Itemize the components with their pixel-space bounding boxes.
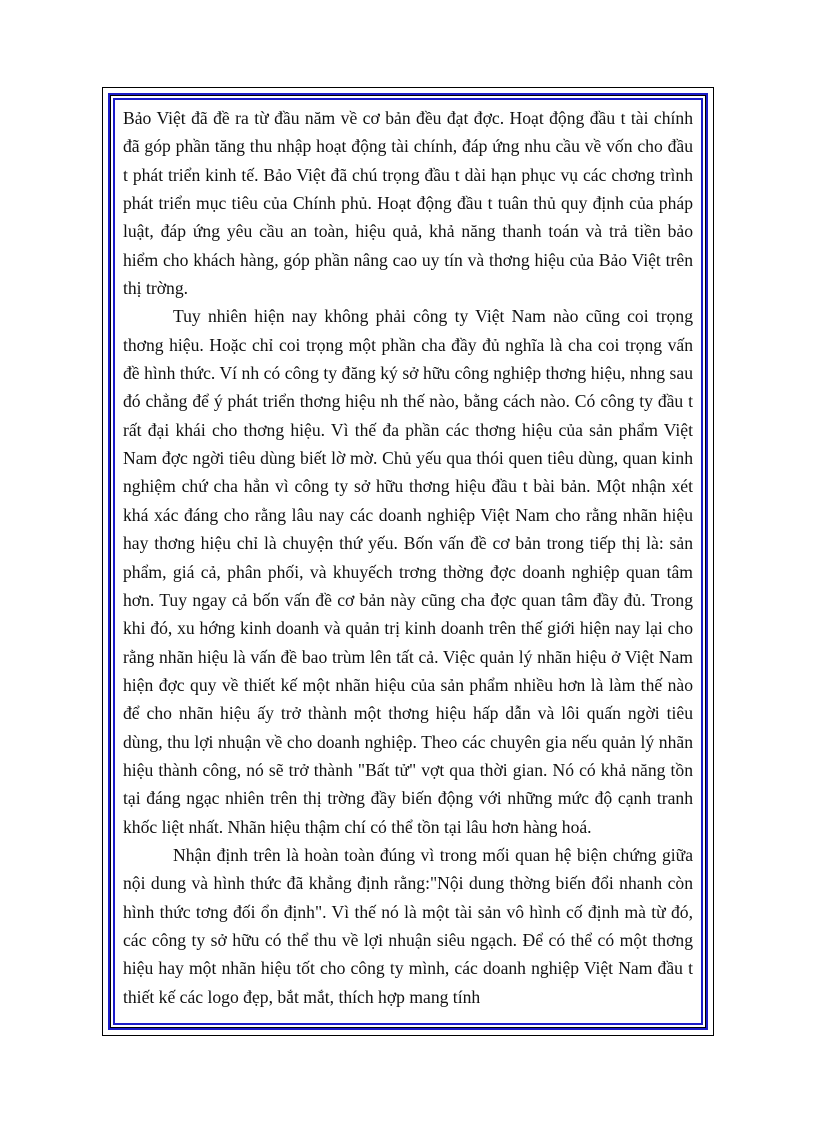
paragraph-3: Nhận định trên là hoàn toàn đúng vì trong mối quan hệ biện chứng giữa nội dung và hình thức đã khẳng định rằng:"Nội dung thờng biến đổi nhanh còn hình thức tơng đối ổn định". Vì thế nó là một tài sản vô hình cố định mà từ đó, các công ty sở hữu có thể thu về lợi nhuận siêu ngạch. Để có thể có một thơng hiệu hay một nhãn hiệu tốt cho công ty mình, các doanh nghiệp Việt Nam đầu t thiết kế các logo đẹp, bắt mắt, thích hợp mang tính	[123, 844, 693, 1007]
page-border-frame	[102, 87, 714, 1036]
page-content-area	[113, 98, 703, 1025]
paragraph-1: Bảo Việt đã đề ra từ đầu năm về cơ bản đều đạt đợc. Hoạt động đầu t tài chính đã góp phần tăng thu nhập hoạt động tài chính, đáp ứng nhu cầu về vốn cho đầu t phát triển kinh tế. Bảo Việt đã chú trọng đầu t dài hạn phục vụ các chơng trình phát triển mục tiêu của Chính phủ. Hoạt động đầu t tuân thủ quy định của pháp luật, đáp ứng yêu cầu an toàn, hiệu quả, khả năng thanh toán và trả tiền bảo hiểm cho khách hàng, góp phần nâng cao uy tín và thơng hiệu của Bảo Việt trên thị trờng.	[123, 108, 693, 299]
paragraph-2: Tuy nhiên hiện nay không phải công ty Việt Nam nào cũng coi trọng thơng hiệu. Hoặc chỉ coi trọng một phần cha đầy đủ nghĩa là cha coi trọng vấn đề hình thức. Ví nh có công ty đăng ký sở hữu công nghiệp thơng hiệu, nhng sau đó chẳng để ý phát triển thơng hiệu nh thế nào, bằng cách nào. Có công ty đầu t rất đại khái cho thơng hiệu. Vì thế đa phần các thơng hiệu của sản phẩm Việt Nam đợc ngời tiêu dùng biết lờ mờ. Chủ yếu qua thói quen tiêu dùng, quan kinh nghiệm chứ cha hẳn vì công ty sở hữu thơng hiệu đầu t bài bản. Một nhận xét khá xác đáng cho rằng lâu nay các doanh nghiệp Việt Nam cho rằng nhãn hiệu hay thơng hiệu chỉ là chuyện thứ yếu. Bốn vấn đề cơ bản trong tiếp thị là: sản phẩm, giá cả, phân phối, và khuyếch trơng thờng đợc doanh nghiệp quan tâm hơn. Tuy ngay cả bốn vấn đề cơ bản này cũng cha đợc quan tâm đầy đủ. Trong khi đó, xu hớng kinh doanh và quản trị kinh doanh trên thế giới hiện nay lại cho rằng nhãn hiệu là vấn đề bao trùm lên tất cả. Việc quản lý nhãn hiệu ở Việt Nam hiện đợc quy về thiết kế một nhãn hiệu của sản phẩm nhiều hơn là làm thế nào để cho nhãn hiệu ấy trở thành một thơng hiệu hấp dẫn và lôi quấn ngời tiêu dùng, thu lợi nhuận về cho doanh nghiệp. Theo các chuyên gia nếu quản lý nhãn hiệu thành công, nó sẽ trở thành "Bất tử" vợt qua thời gian. Nó có khả năng tồn tại đáng ngạc nhiên trên thị trờng đầy biến động với những mức độ cạnh tranh khốc liệt nhất. Nhãn hiệu thậm chí có thể tồn tại lâu hơn hàng hoá.	[123, 306, 693, 837]
page-border-band	[108, 93, 708, 1030]
